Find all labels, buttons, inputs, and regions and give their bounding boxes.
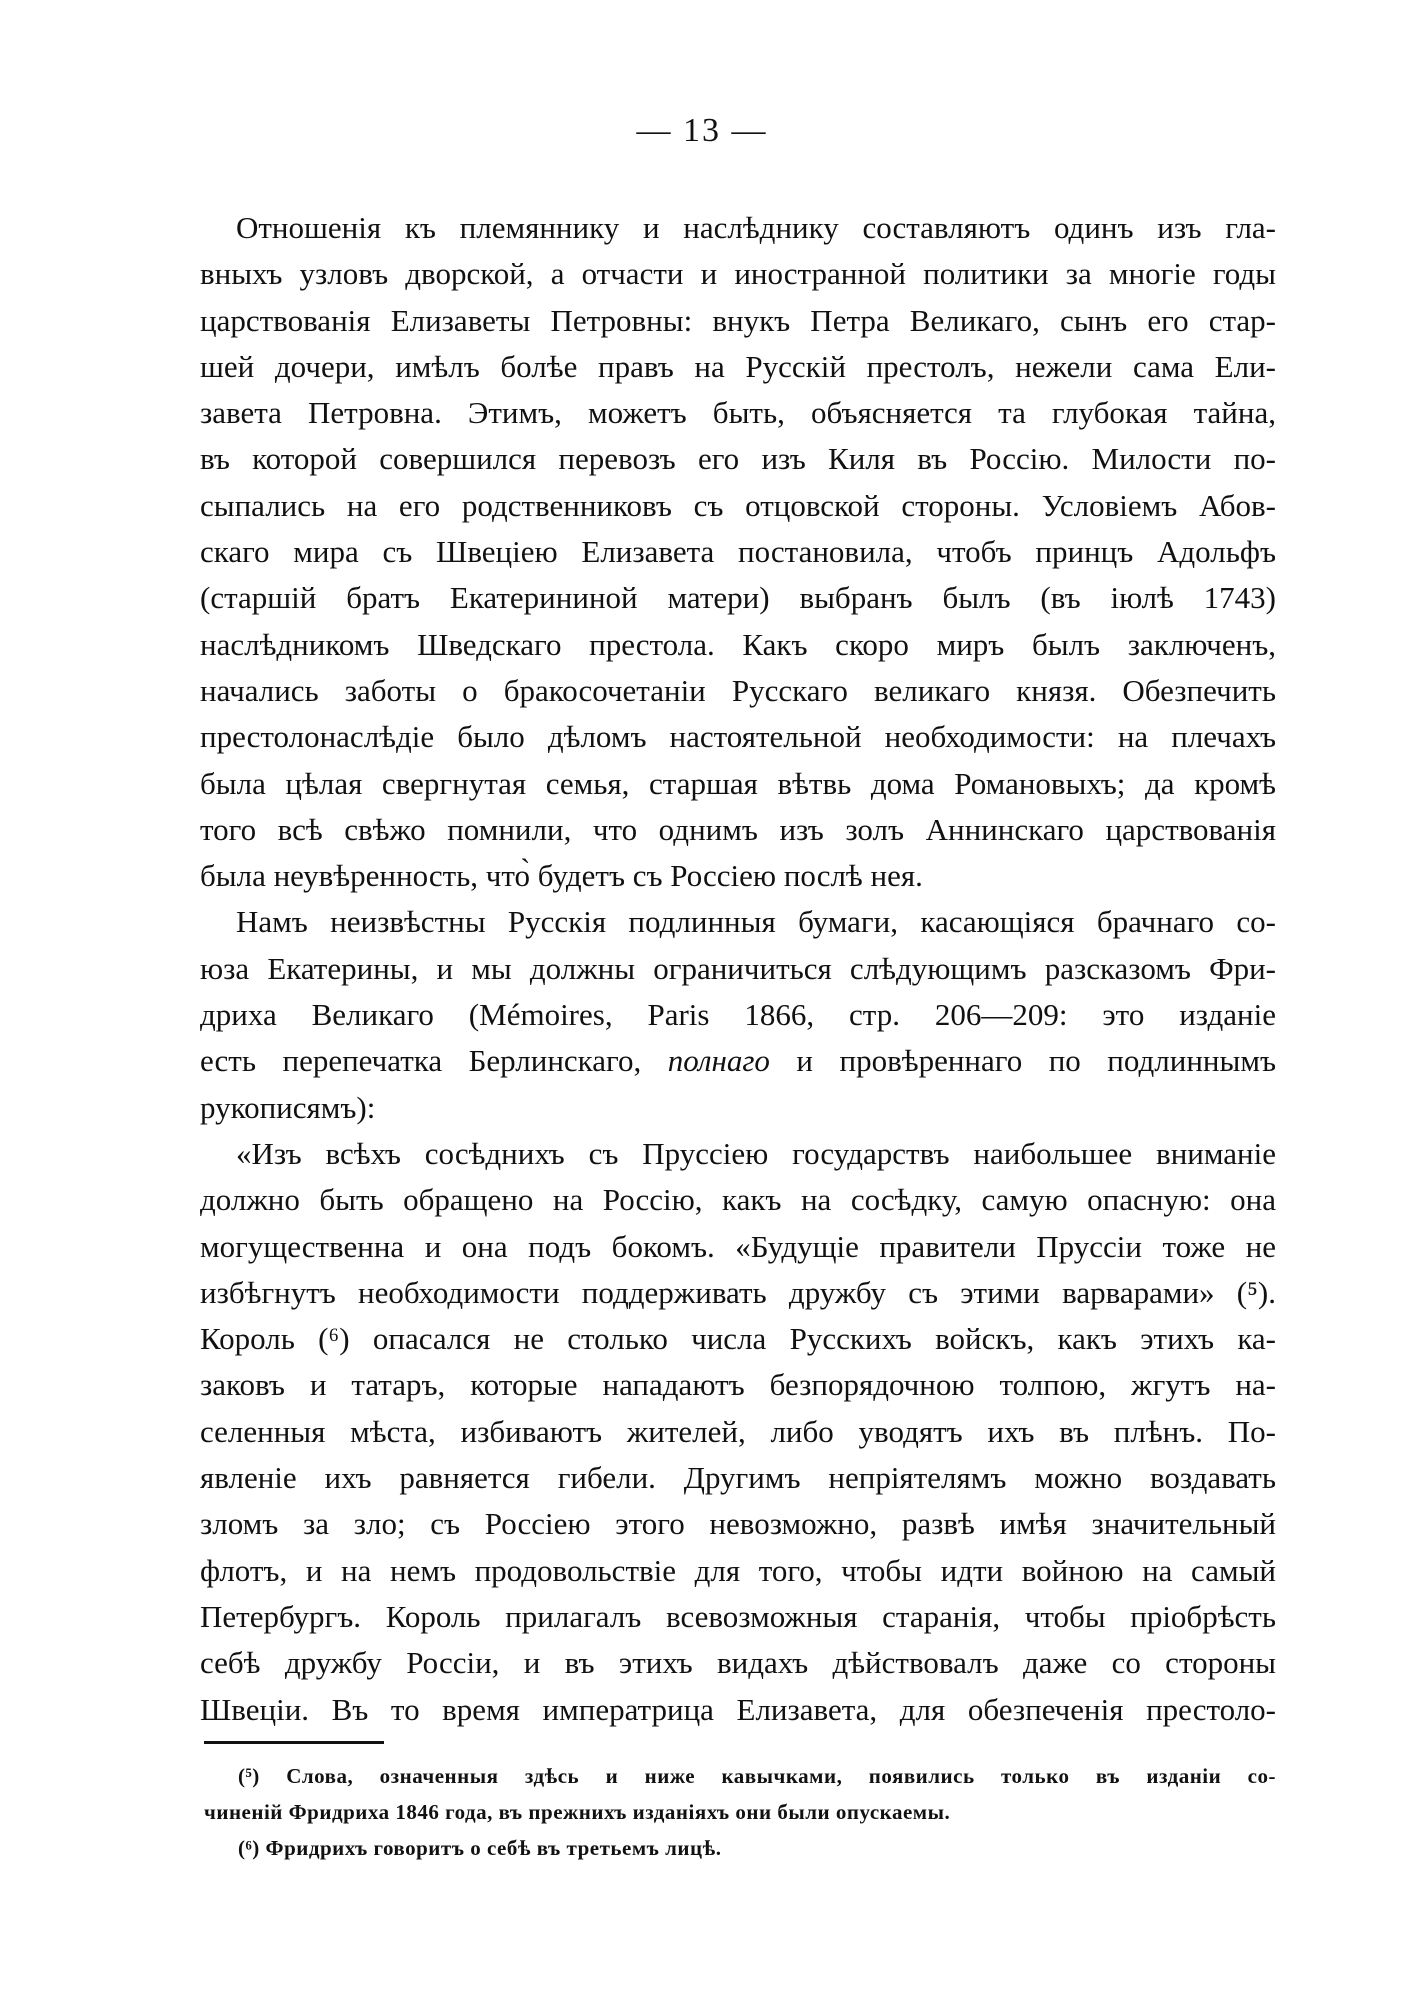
- text-line: [200, 1548, 1276, 1594]
- line-text: наслѣдникомъ Шведскаго престола. Какъ скоро миръ былъ заключенъ,: [200, 626, 1276, 662]
- text-line: [200, 853, 1276, 899]
- text-line: [200, 622, 1276, 668]
- text-line: [200, 344, 1276, 390]
- text-line: [200, 529, 1276, 575]
- page-number: — 13 —: [636, 112, 768, 149]
- text-line: [200, 807, 1276, 853]
- line-text: дриха Великаго (Mémoires, Paris 1866, стр. 206—209: это изданіе: [200, 997, 1276, 1033]
- line-text: избѣгнутъ необходимости поддерживать дружбу съ этими варварами» (⁵).: [200, 1274, 1276, 1310]
- line-text: въ которой совершился перевозъ его изъ Киля въ Россію. Милости по-: [200, 441, 1276, 477]
- line-text: должно быть обращено на Россію, какъ на сосѣдку, самую опасную: она: [200, 1182, 1276, 1218]
- text-line: [200, 1594, 1276, 1640]
- line-text: рукописямъ):: [200, 1089, 376, 1125]
- line-text: была неувѣренность, что̀ будетъ съ Россіею послѣ нея.: [200, 858, 923, 894]
- text-line: [200, 298, 1276, 344]
- text-line: [200, 436, 1276, 482]
- text-line: [200, 1177, 1276, 1223]
- line-text: скаго мира съ Швеціею Елизавета постановила, чтобъ принцъ Адольфъ: [200, 534, 1276, 570]
- text-line: [200, 761, 1276, 807]
- line-text: «Изъ всѣхъ сосѣднихъ съ Пруссіею государствъ наибольшее вниманіе: [236, 1135, 1276, 1171]
- text-line: [200, 205, 1276, 251]
- text-line: [200, 1038, 1276, 1084]
- text-line: [200, 1501, 1276, 1547]
- line-text: явленіе ихъ равняется гибели. Другимъ непріятелямъ можно воздавать: [200, 1460, 1276, 1496]
- line-text: сыпались на его родственниковъ съ отцовской стороны. Условіемъ Абов-: [200, 487, 1276, 523]
- text-line: [200, 946, 1276, 992]
- line-text: вныхъ узловъ дворской, а отчасти и иностранной политики за многіе годы: [200, 256, 1276, 292]
- line-text: себѣ дружбу Россіи, и въ этихъ видахъ дѣйствовалъ даже со стороны: [200, 1645, 1276, 1681]
- line-text: (⁶) Фридрихъ говоритъ о себѣ въ третьемъ лицѣ.: [238, 1836, 722, 1860]
- footnote-line: [204, 1830, 1276, 1866]
- text-line: [200, 390, 1276, 436]
- text-line: [200, 1455, 1276, 1501]
- text-line: [200, 1085, 1276, 1131]
- text-line: [200, 899, 1276, 945]
- line-text: могущественна и она подъ бокомъ. «Будущіе правители Пруссіи тоже не: [200, 1228, 1276, 1264]
- line-text: была цѣлая свергнутая семья, старшая вѣтвь дома Романовыхъ; да кромѣ: [200, 765, 1276, 801]
- text-line: [200, 251, 1276, 297]
- text-line: [200, 668, 1276, 714]
- line-text: начались заботы о бракосочетаніи Русскаго великаго князя. Обезпечить: [200, 672, 1276, 708]
- line-text: Король (⁶) опасался не столько числа Русскихъ войскъ, какъ этихъ ка-: [200, 1321, 1276, 1357]
- text-line: [200, 1640, 1276, 1686]
- line-text: царствованія Елизаветы Петровны: внукъ Петра Великаго, сынъ его стар-: [200, 302, 1276, 338]
- line-text: и провѣреннаго по подлиннымъ: [769, 1043, 1276, 1079]
- line-text: престолонаслѣдіе было дѣломъ настоятельной необходимости: на плечахъ: [200, 719, 1276, 755]
- text-line: [200, 1362, 1276, 1408]
- text-line: [200, 575, 1276, 621]
- body-text: [200, 205, 1276, 1733]
- line-text: Швеціи. Въ то время императрица Елизавета, для обезпеченія престоло-: [200, 1691, 1276, 1727]
- line-text: селенныя мѣста, избиваютъ жителей, либо уводятъ ихъ въ плѣнъ. По-: [200, 1413, 1276, 1449]
- text-line: [200, 1409, 1276, 1455]
- text-line: [200, 1270, 1276, 1316]
- line-text: Петербургъ. Король прилагалъ всевозможныя старанія, чтобы пріобрѣсть: [200, 1598, 1276, 1634]
- line-text: шей дочери, имѣлъ болѣе правъ на Русскій престолъ, нежели сама Ели-: [200, 348, 1276, 384]
- text-line: [200, 714, 1276, 760]
- line-text: (старшій братъ Екатерининой матери) выбранъ былъ (въ іюлѣ 1743): [200, 580, 1276, 616]
- footnote-rule: [204, 1741, 384, 1744]
- line-text: Отношенія къ племяннику и наслѣднику составляютъ одинъ изъ гла-: [236, 210, 1276, 245]
- italic-text: полнаго: [667, 1043, 770, 1079]
- line-text: завета Петровна. Этимъ, можетъ быть, объясняется та глубокая тайна,: [200, 395, 1276, 431]
- footnotes: [204, 1758, 1276, 1866]
- text-line: [200, 1131, 1276, 1177]
- line-text: заковъ и татаръ, которые нападаютъ безпорядочною толпою, жгутъ на-: [200, 1367, 1276, 1403]
- line-text: зломъ за зло; съ Россіею этого невозможно, развѣ имѣя значительный: [200, 1506, 1276, 1542]
- text-line: [200, 1687, 1276, 1733]
- text-line: [200, 1224, 1276, 1270]
- line-text: чиненій Фридриха 1846 года, въ прежнихъ изданіяхъ они были опускаемы.: [204, 1800, 951, 1824]
- line-text: Намъ неизвѣстны Русскія подлинныя бумаги, касающіяся брачнаго со-: [236, 904, 1276, 940]
- line-text: флотъ, и на немъ продовольствіе для того, чтобы идти войною на самый: [200, 1552, 1276, 1588]
- line-text: того всѣ свѣжо помнили, что однимъ изъ золъ Аннинскаго царствованія: [200, 811, 1276, 847]
- footnote-line: [204, 1758, 1276, 1794]
- line-text: юза Екатерины, и мы должны ограничиться слѣдующимъ разсказомъ Фри-: [200, 950, 1276, 986]
- footnote-line: [204, 1794, 1276, 1830]
- line-text: есть перепечатка Берлинскаго,: [200, 1043, 668, 1079]
- line-text: (⁵) Слова, означенныя здѣсь и ниже кавычками, появились только въ изданіи со-: [238, 1764, 1276, 1788]
- text-line: [200, 1316, 1276, 1362]
- text-line: [200, 992, 1276, 1038]
- text-line: [200, 483, 1276, 529]
